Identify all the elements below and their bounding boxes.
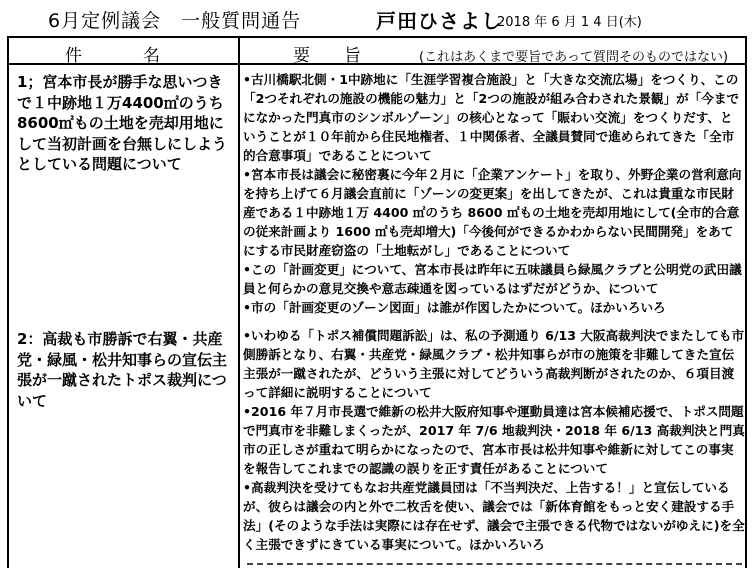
- topic-1: 1；宮本市長が勝手な思いつきで１中跡地１万4400㎡のうち8600㎡もの土地を売却用地にして当初計画を台無しにしようとしている問題について: [17, 73, 228, 173]
- table-header-row: [9, 38, 745, 65]
- summary-2-item: •いわゆる「トポス補償問題訴訟」は、私の予測通り 6/13 大阪高裁判決でまたしても市側勝訴となり、右翼・共産党・緑風クラブ・松井知事らが市の施策を非難してきた宣伝主張が一蹴されたが、どういう主張に対してどういう高裁判断がされたのか、６項目渡って詳細に説明することについて: [243, 328, 745, 400]
- summary-1-item: •宮本市長は議会に秘密裏に今年２月に「企業アンケート」を取り、外野企業の営利意向を持ち上げて６月議会直前に「ゾーンの変更案」を出してきたが、これは貴重な市民財産である１中跡地１万 4400 ㎡のうち 8600 ㎡もの土地を売却用地にして(全市的合意の従来計画より 1600 ㎡も売却増大)「今後何ができるかわからない民間開発」をあてにする市民財産窃盗の「土地転がし」であることについて: [243, 167, 742, 258]
- header-subject: 件 名: [65, 46, 182, 66]
- topic-2: 2：高裁も市勝訴で右翼・共産党・緑風・松井知事らの宣伝主張が一蹴されたトポス裁判について: [17, 330, 228, 410]
- column-divider: [238, 38, 240, 568]
- document-title: 6月定例議会 一般質問通告: [48, 10, 302, 32]
- document-header: [0, 0, 753, 32]
- summary-1: [243, 70, 745, 317]
- summary-2: [243, 326, 745, 554]
- summary-2-item: •高裁判決を受けてもなお共産党議員団は「不当判決だ、上告する！」と宣伝しているが、彼らは議会の内と外で二枚舌を使い、議会では「新体育館をもっと安く建設する手法」(そのような手法は実際には存在せず、議会で主張できる代物ではないがゆえに)を全く主張できずにきている事実について。ほかいろいろ: [243, 480, 745, 552]
- document-date: 2018 年 6 月 1 4 日(木): [497, 15, 642, 30]
- summary-1-item: •この「計画変更」について、宮本市長は昨年に五味議員ら緑風クラブと公明党の武田議員と何らかの意見交換や意志疎通を図っているはずだがどうか、について: [243, 262, 742, 296]
- summary-1-item: •市の「計画変更のゾーン図面」は誰が作図したかについて。ほかいろいろ: [243, 300, 666, 315]
- author-name: 戸田ひさよし: [376, 9, 502, 33]
- header-summary: [293, 41, 728, 66]
- header-summary-label: 要 旨: [293, 46, 361, 66]
- summary-2-item: •2016 年７月市長選で維新の松井大阪府知事や運動員達は宮本候補応援で、トポス問題で門真市を非難しまくったが、2017 年 7/6 地裁判決・2018 年 6/13 高裁判決と門真市の正しさが重ねて明らかになったので、宮本市長は松井知事や維新に対してこの事実を報告してこれまでの認識の誤りを正す責任があることについて: [243, 404, 745, 476]
- header-summary-note: (これはあくまで要旨であって質問そのものではない): [419, 50, 729, 65]
- question-table: [7, 36, 747, 568]
- dashed-separator: [247, 563, 742, 565]
- summary-1-item: •古川橋駅北側・1中跡地に「生涯学習複合施設」と「大きな交流広場」をつくり、この「2つそれぞれの施設の機能の魅力」と「2つの施設が組み合わされた景観」が「今までになかった門真市のシンボルゾーン」の核心となって「賑わい交流」をつくりだす、ということが１０年前から住民地権者、１中関係者、全議員賛同で進められてきた「全市的合意事項」であることについて: [243, 72, 740, 163]
